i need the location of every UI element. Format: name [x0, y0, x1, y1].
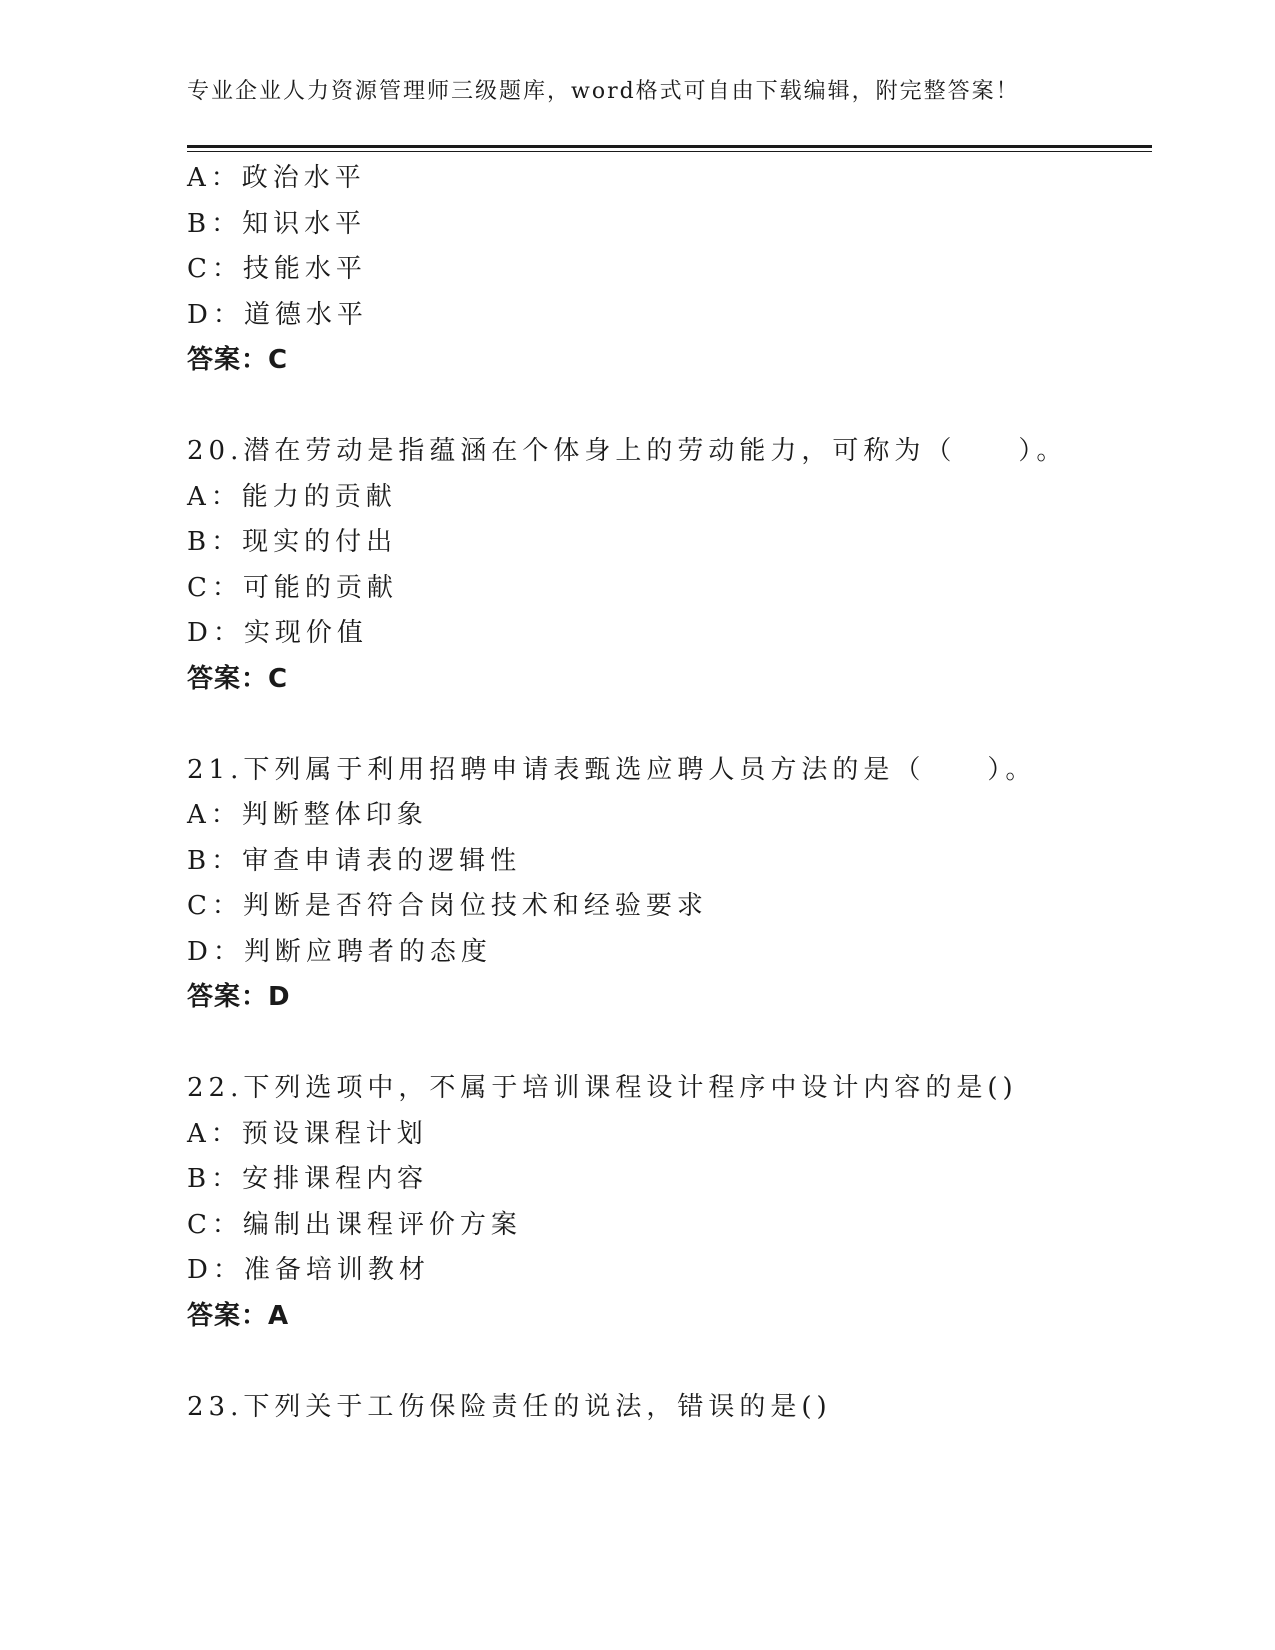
option-a: A：能力的贡献: [187, 481, 397, 512]
header-divider-thick: [187, 145, 1152, 148]
question-23: [187, 1385, 1152, 1431]
question-19: [187, 156, 1152, 384]
option-c: C：编制出课程评价方案: [187, 1209, 522, 1240]
question-text: 21.下列属于利用招聘申请表甄选应聘人员方法的是（ ）。: [187, 754, 1037, 785]
question-text: 23.下列关于工伤保险责任的说法，错误的是(): [187, 1391, 832, 1422]
option-c: C：可能的贡献: [187, 572, 398, 603]
question-text: 20.潜在劳动是指蕴涵在个体身上的劳动能力，可称为（ ）。: [187, 436, 1068, 466]
answer: 答案：C: [187, 663, 289, 694]
question-text: 22.下列选项中，不属于培训课程设计程序中设计内容的是(): [187, 1073, 1018, 1103]
option-a: A：判断整体印象: [187, 800, 428, 830]
option-a: A：政治水平: [187, 163, 366, 193]
option-c: C：技能水平: [187, 254, 367, 284]
answer: 答案：A: [187, 1300, 290, 1331]
option-b: B：现实的付出: [187, 527, 398, 557]
option-d: D：道德水平: [187, 299, 368, 330]
page-header: 专业企业人力资源管理师三级题库，word格式可自由下载编辑，附完整答案！: [187, 79, 1020, 104]
option-b: B：审查申请表的逻辑性: [187, 845, 522, 876]
header-divider-thin: [187, 151, 1152, 152]
option-d: D：判断应聘者的态度: [187, 936, 492, 967]
option-a: A：预设课程计划: [187, 1118, 428, 1149]
question-21: [187, 748, 1152, 1021]
question-20: [187, 429, 1152, 702]
option-b: B：知识水平: [187, 208, 367, 239]
answer: 答案：C: [187, 345, 289, 375]
option-c: C：判断是否符合岗位技术和经验要求: [187, 891, 708, 921]
option-d: D：实现价值: [187, 618, 368, 648]
option-b: B：安排课程内容: [187, 1164, 429, 1194]
question-list: [187, 156, 1152, 1430]
question-22: [187, 1066, 1152, 1339]
option-d: D：准备培训教材: [187, 1255, 430, 1285]
answer: 答案：D: [187, 982, 291, 1012]
